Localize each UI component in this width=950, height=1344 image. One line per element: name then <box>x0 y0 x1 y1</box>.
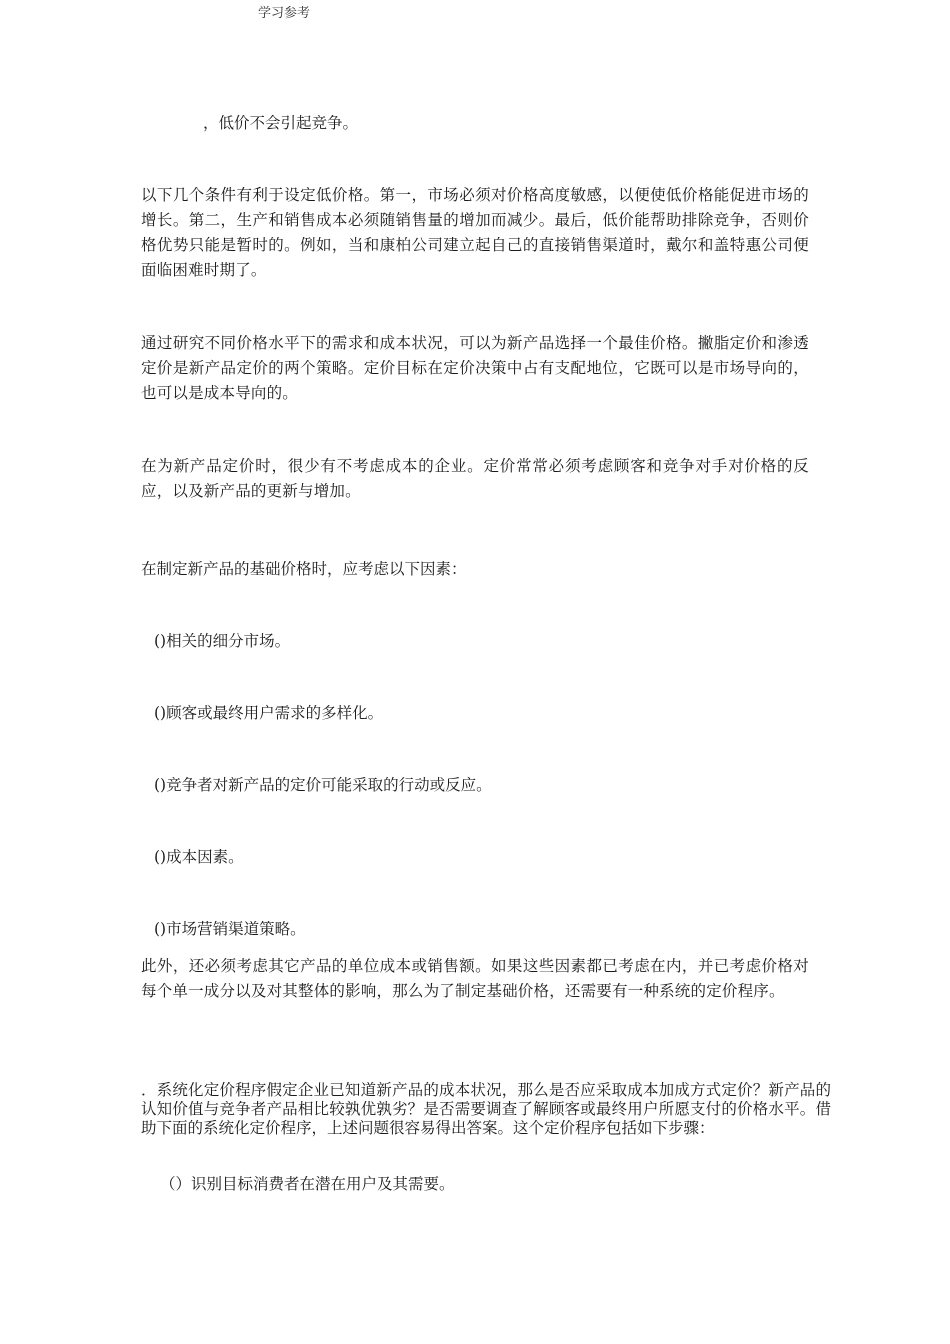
paragraph-base-price-intro: 在制定新产品的基础价格时，应考虑以下因素： <box>141 560 467 578</box>
factor-item-cost: ()成本因素。 <box>154 848 244 866</box>
paragraph-optimal-price: 通过研究不同价格水平下的需求和成本状况，可以为新产品选择一个最佳价格。撇脂定价和渗透定价是新产品定价的两个策略。定价目标在定价决策中占有支配地位，它既可以是市场导向的，也可以是成本导向的。 <box>141 334 809 402</box>
factor-item-demand-diversity: ()顾客或最终用户需求的多样化。 <box>154 704 384 722</box>
factor-item-channel-strategy: ()市场营销渠道策略。 <box>154 920 306 938</box>
paragraph-system-pricing-need: 此外，还必须考虑其它产品的单位成本或销售额。如果这些因素都已考虑在内，并已考虑价格对每个单一成分以及对其整体的影响，那么为了制定基础价格，还需要有一种系统的定价程序。 <box>141 957 809 1000</box>
paragraph-low-price-conditions: 以下几个条件有利于设定低价格。第一，市场必须对价格高度敏感，以便使低价格能促进市场的增长。第二，生产和销售成本必须随销售量的增加而减少。最后，低价能帮助排除竞争，否则价格优势只能是暂时的。例如，当和康柏公司建立起自己的直接销售渠道时，戴尔和盖特惠公司便面临困难时期了。 <box>141 186 809 279</box>
page-header: 学习参考 <box>258 6 311 21</box>
paragraph-system-pricing-procedure: ．系统化定价程序假定企业已知道新产品的成本状况，那么是否应采取成本加成方式定价？新产品的认知价值与竞争者产品相比较孰优孰劣？是否需要调查了解顾客或最终用户所愿支付的价格水平。借助下面的系统化定价程序，上述问题很容易得出答案。这个定价程序包括如下步骤： <box>141 1081 831 1137</box>
paragraph-cost-consideration: 在为新产品定价时，很少有不考虑成本的企业。定价常常必须考虑顾客和竞争对手对价格的反应，以及新产品的更新与增加。 <box>141 457 809 500</box>
paragraph-low-price-fragment: ，低价不会引起竞争。 <box>203 114 359 132</box>
step-item-identify-target: （）识别目标消费者在潜在用户及其需要。 <box>160 1175 455 1193</box>
factor-item-competitor-reaction: ()竞争者对新产品的定价可能采取的行动或反应。 <box>154 776 492 794</box>
factor-item-segments: ()相关的细分市场。 <box>154 632 291 650</box>
